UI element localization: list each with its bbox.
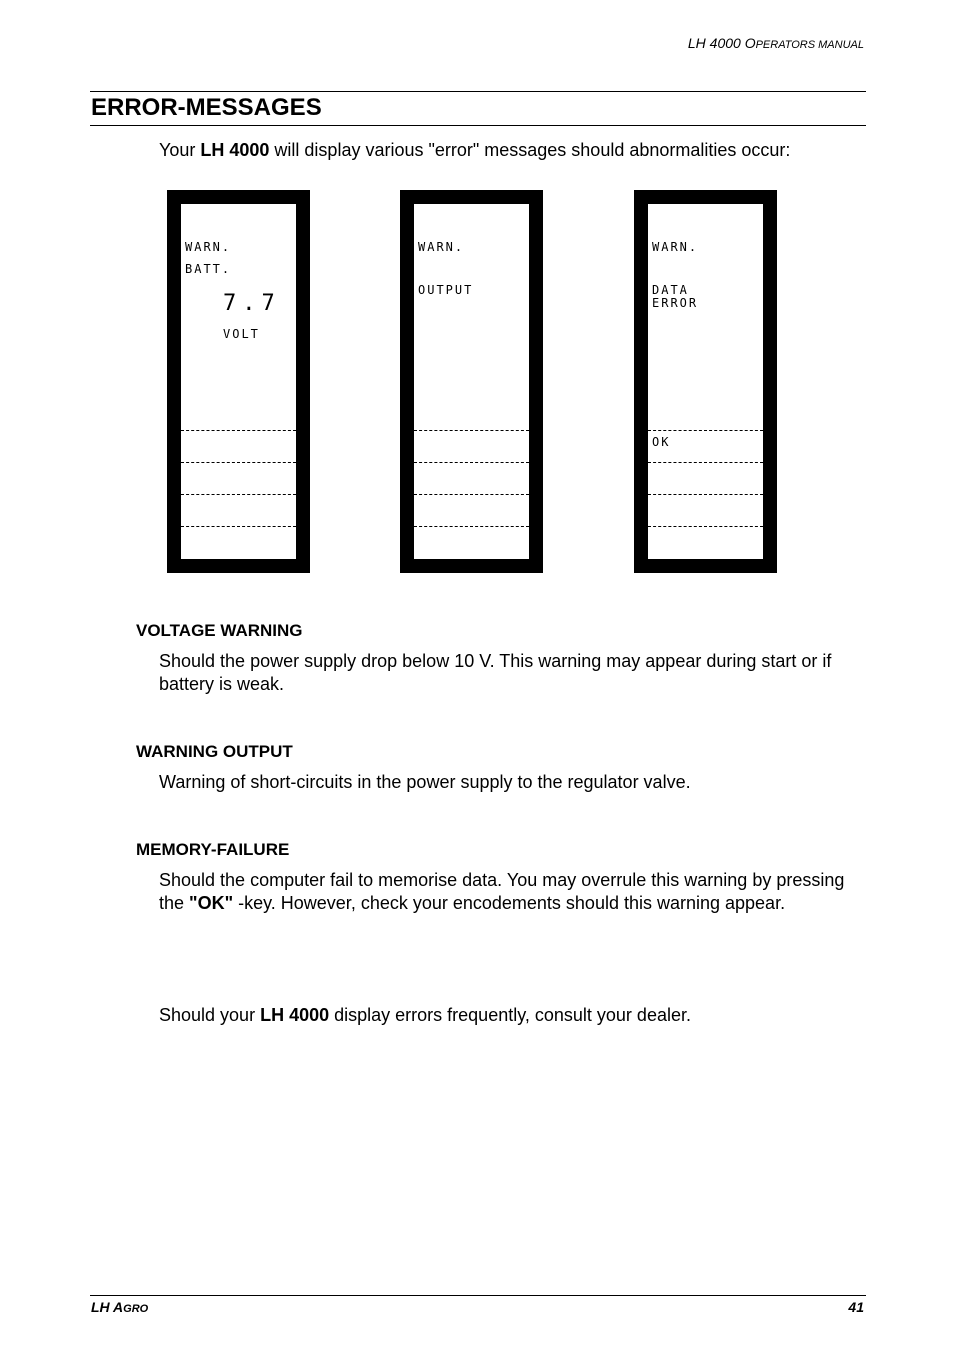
lcd-display-data-error xyxy=(634,190,777,573)
lcd-display-output-warning xyxy=(400,190,543,573)
closing-post: display errors frequently, consult your dealer. xyxy=(329,1005,691,1025)
intro-paragraph xyxy=(159,139,790,161)
running-head-smallcaps: PERATORS MANUAL xyxy=(755,39,864,51)
lcd-separator xyxy=(181,430,296,431)
intro-post: will display various "error" messages should abnormalities occur: xyxy=(269,140,791,160)
lcd-separator xyxy=(648,526,763,527)
section-body-voltage-warning: Should the power supply drop below 10 V. This warning may appear during start or if battery is weak. xyxy=(159,651,832,694)
memory-failure-ok-key: "OK" xyxy=(189,893,234,913)
section-heading-voltage-warning: VOLTAGE WARNING xyxy=(136,621,303,640)
footer-brand-prefix: LH A xyxy=(91,1299,124,1315)
footer-rule xyxy=(90,1295,866,1296)
section-body-memory-failure xyxy=(159,869,859,915)
lcd-separator xyxy=(181,494,296,495)
running-head xyxy=(688,35,864,51)
page-number: 41 xyxy=(848,1299,864,1315)
lcd-line-warn: WARN. xyxy=(418,240,465,254)
section-heading-warning-output: WARNING OUTPUT xyxy=(136,742,293,761)
lcd-voltage-value: 7.7 xyxy=(223,291,281,316)
lcd-separator xyxy=(414,430,529,431)
lcd-separator xyxy=(648,430,763,431)
lcd-separator xyxy=(181,462,296,463)
footer-brand-smallcaps: GRO xyxy=(123,1303,149,1315)
lcd-line-output: OUTPUT xyxy=(418,283,474,297)
lcd-line-warn: WARN. xyxy=(185,240,232,254)
lcd-separator xyxy=(414,462,529,463)
lcd-separator xyxy=(414,526,529,527)
closing-paragraph xyxy=(159,1004,859,1027)
footer-brand xyxy=(91,1299,148,1315)
running-head-prefix: LH 4000 O xyxy=(687,35,756,51)
lcd-separator xyxy=(181,526,296,527)
title-rule-top xyxy=(90,91,866,92)
lcd-line-error: ERROR xyxy=(652,296,699,310)
lcd-separator xyxy=(414,494,529,495)
lcd-display-battery-warning xyxy=(167,190,310,573)
memory-failure-pre: Should the computer fail to memorise data. You may overrule this warning by pressing the xyxy=(159,870,845,913)
lcd-ok-key-label: OK xyxy=(652,435,671,449)
lcd-voltage-unit: VOLT xyxy=(223,327,260,341)
lcd-separator xyxy=(648,494,763,495)
section-body-warning-output: Warning of short-circuits in the power supply to the regulator valve. xyxy=(159,772,691,792)
lcd-line-batt: BATT. xyxy=(185,262,232,276)
page-title: ERROR-MESSAGES xyxy=(91,94,322,121)
title-rule-bottom xyxy=(90,125,866,126)
lcd-separator xyxy=(648,462,763,463)
lcd-line-warn: WARN. xyxy=(652,240,699,254)
intro-pre: Your xyxy=(159,140,201,160)
lcd-line-data: DATA xyxy=(652,283,689,297)
memory-failure-post: -key. However, check your encodements should this warning appear. xyxy=(233,893,786,913)
closing-product-name: LH 4000 xyxy=(260,1005,330,1025)
intro-product-name: LH 4000 xyxy=(200,140,270,160)
closing-pre: Should your xyxy=(159,1005,261,1025)
section-heading-memory-failure: MEMORY-FAILURE xyxy=(136,840,290,859)
